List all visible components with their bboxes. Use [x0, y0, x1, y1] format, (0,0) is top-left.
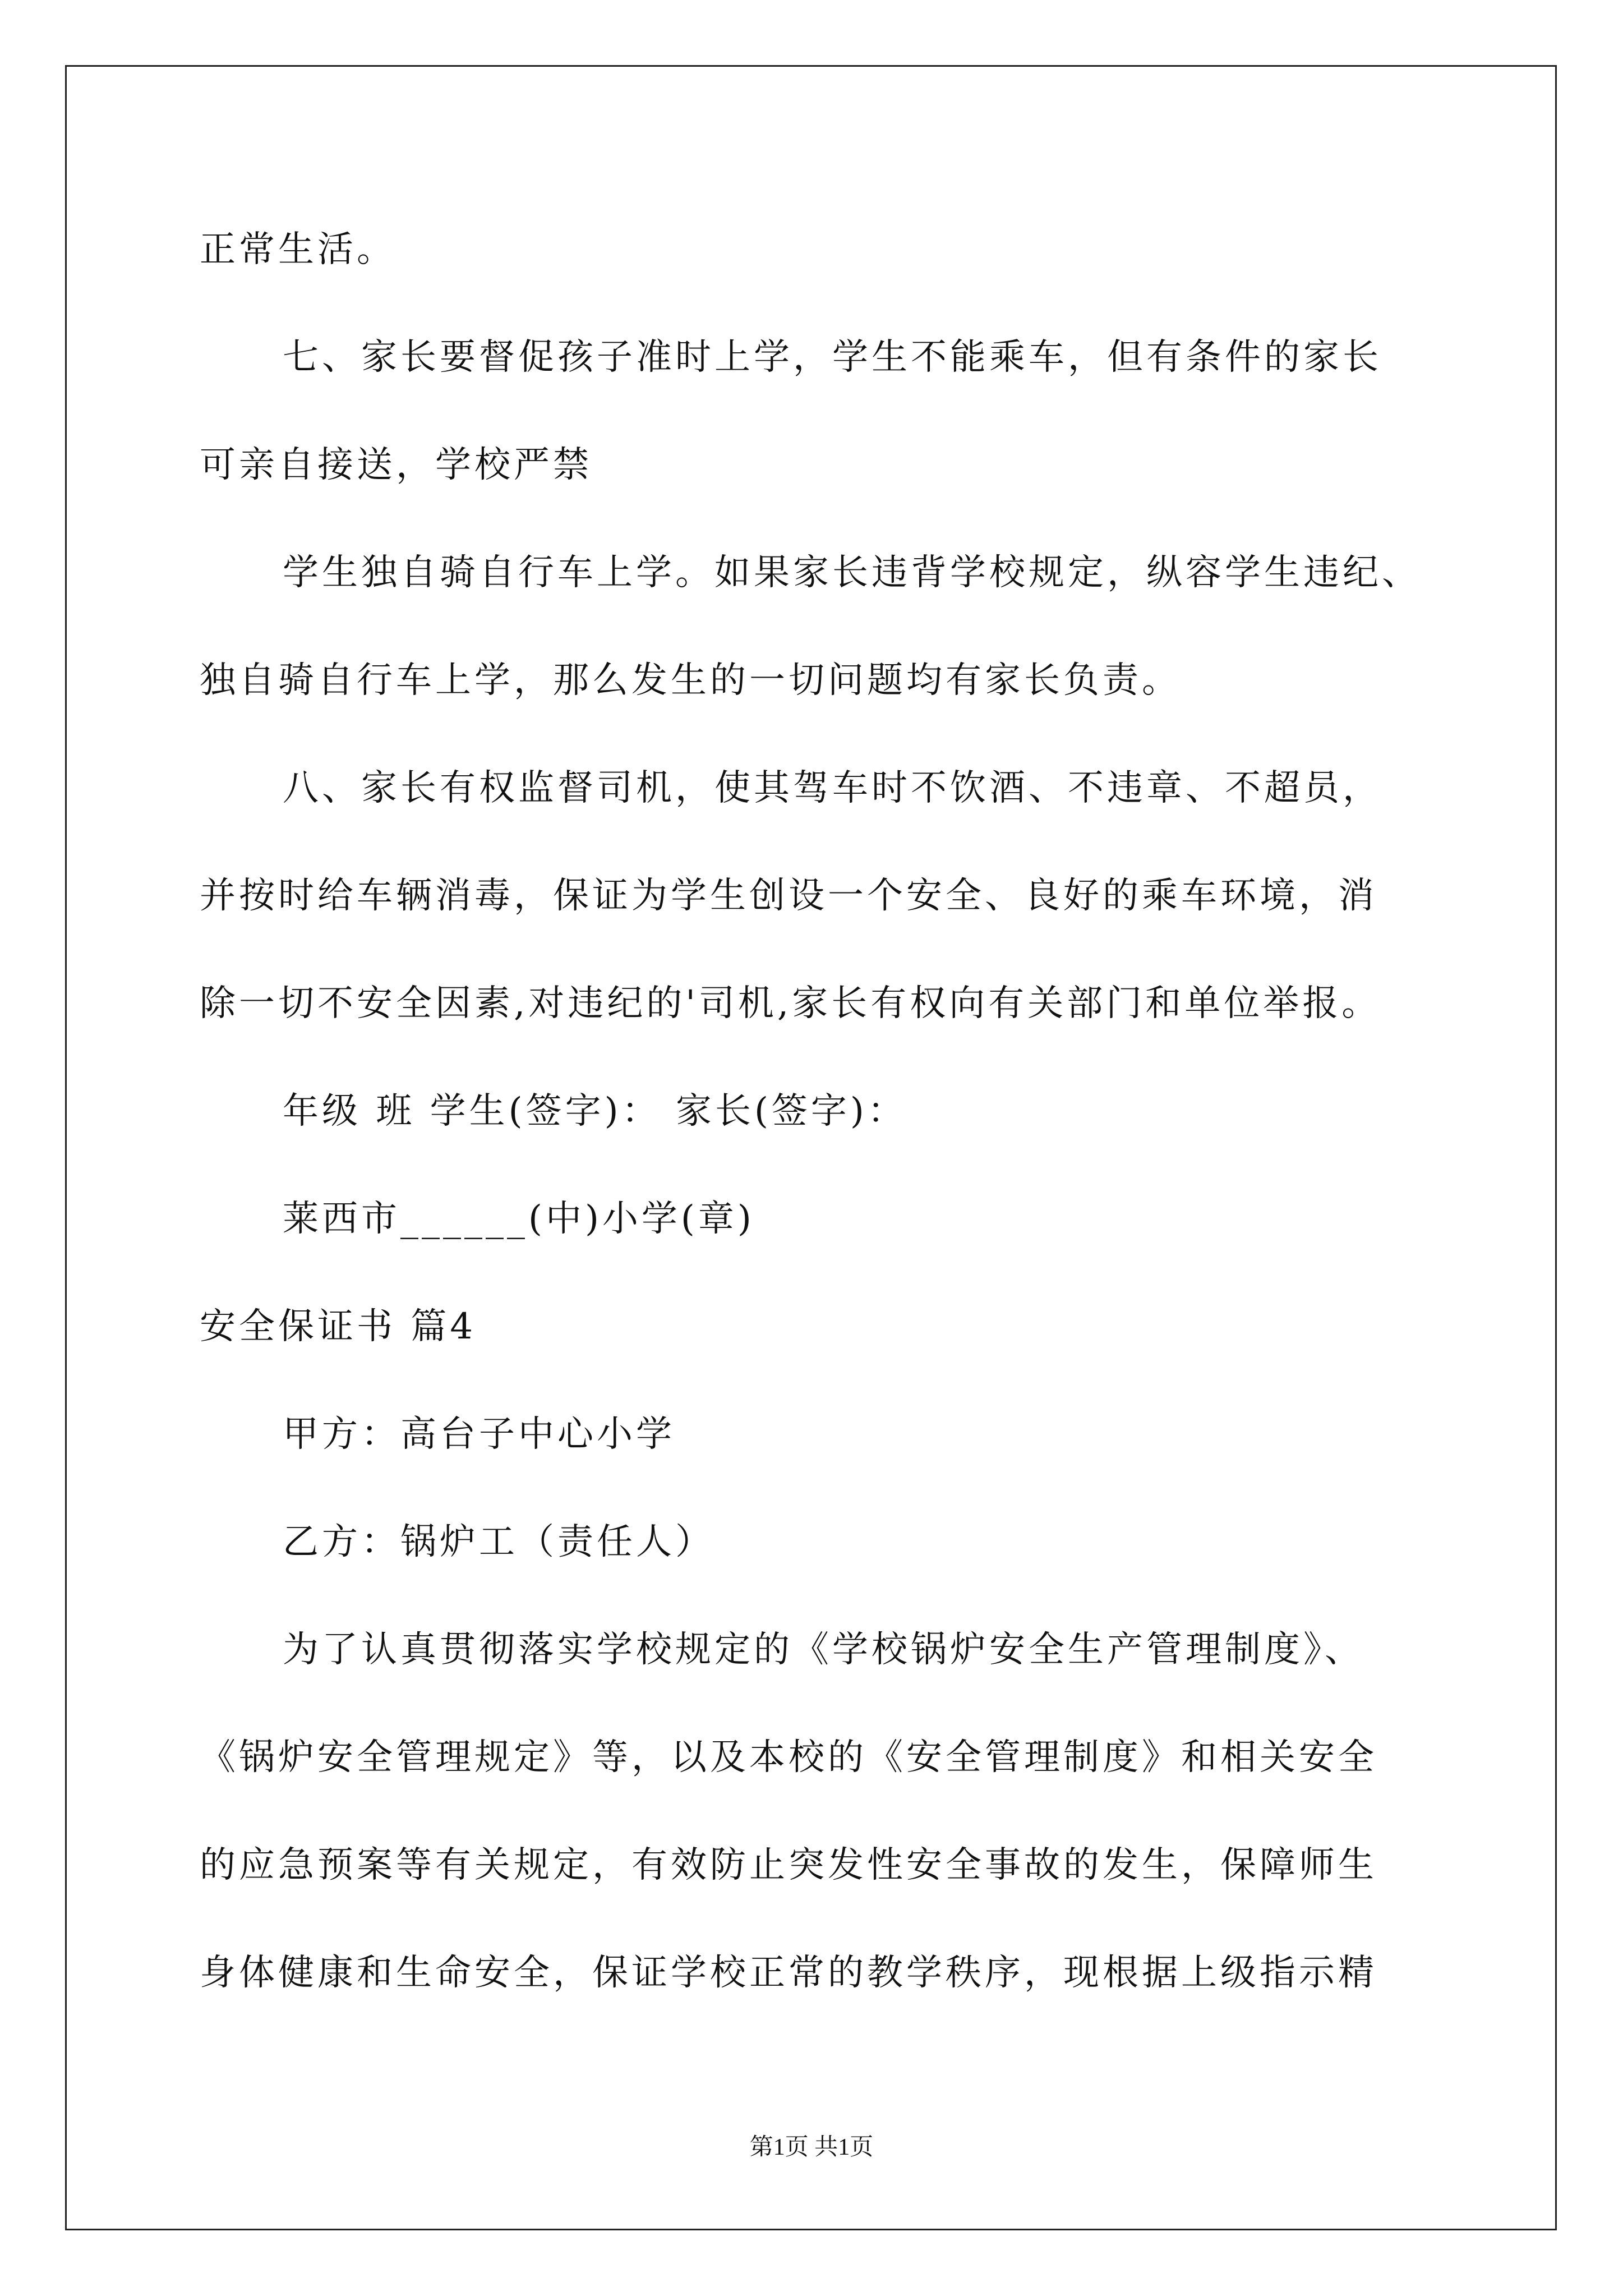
party-b-line: 乙方：锅炉工（责任人） [283, 1521, 714, 1563]
text-line: 除一切不安全因素,对违纪的'司机,家长有权向有关部门和单位举报。 [200, 983, 1381, 1024]
text-line: 可亲自接送，学校严禁 [200, 444, 592, 486]
signature-line: 年级 班 学生(签字)： 家长(签字)： [283, 1091, 907, 1132]
text-line: 八、家长有权监督司机，使其驾车时不饮酒、不违章、不超员， [283, 767, 1382, 809]
text-line: 并按时给车辆消毒，保证为学生创设一个安全、良好的乘车环境，消 [200, 875, 1377, 917]
text-line: 独自骑自行车上学，那么发生的一切问题均有家长负责。 [200, 660, 1181, 701]
text-line: 学生独自骑自行车上学。如果家长违背学校规定，纵容学生违纪、 [283, 552, 1421, 593]
page-footer: 第1页 共1页 [749, 2134, 874, 2160]
text-line: 七、家长要督促孩子准时上学，学生不能乘车，但有条件的家长 [283, 337, 1382, 378]
text-line: 正常生活。 [200, 229, 396, 270]
text-line: 为了认真贯彻落实学校规定的《学校锅炉安全生产管理制度》、 [283, 1629, 1364, 1671]
text-line: 身体健康和生命安全，保证学校正常的教学秩序，现根据上级指示精 [200, 1952, 1377, 1994]
text-line: 《锅炉安全管理规定》等，以及本校的《安全管理制度》和相关安全 [200, 1737, 1377, 1778]
party-a-line: 甲方：高台子中心小学 [283, 1414, 675, 1455]
school-seal-line: 莱西市______(中)小学(章) [283, 1198, 755, 1240]
page-border [65, 65, 1557, 2230]
section-heading: 安全保证书 篇4 [200, 1306, 477, 1347]
text-line: 的应急预案等有关规定，有效防止突发性安全事故的发生，保障师生 [200, 1844, 1377, 1886]
